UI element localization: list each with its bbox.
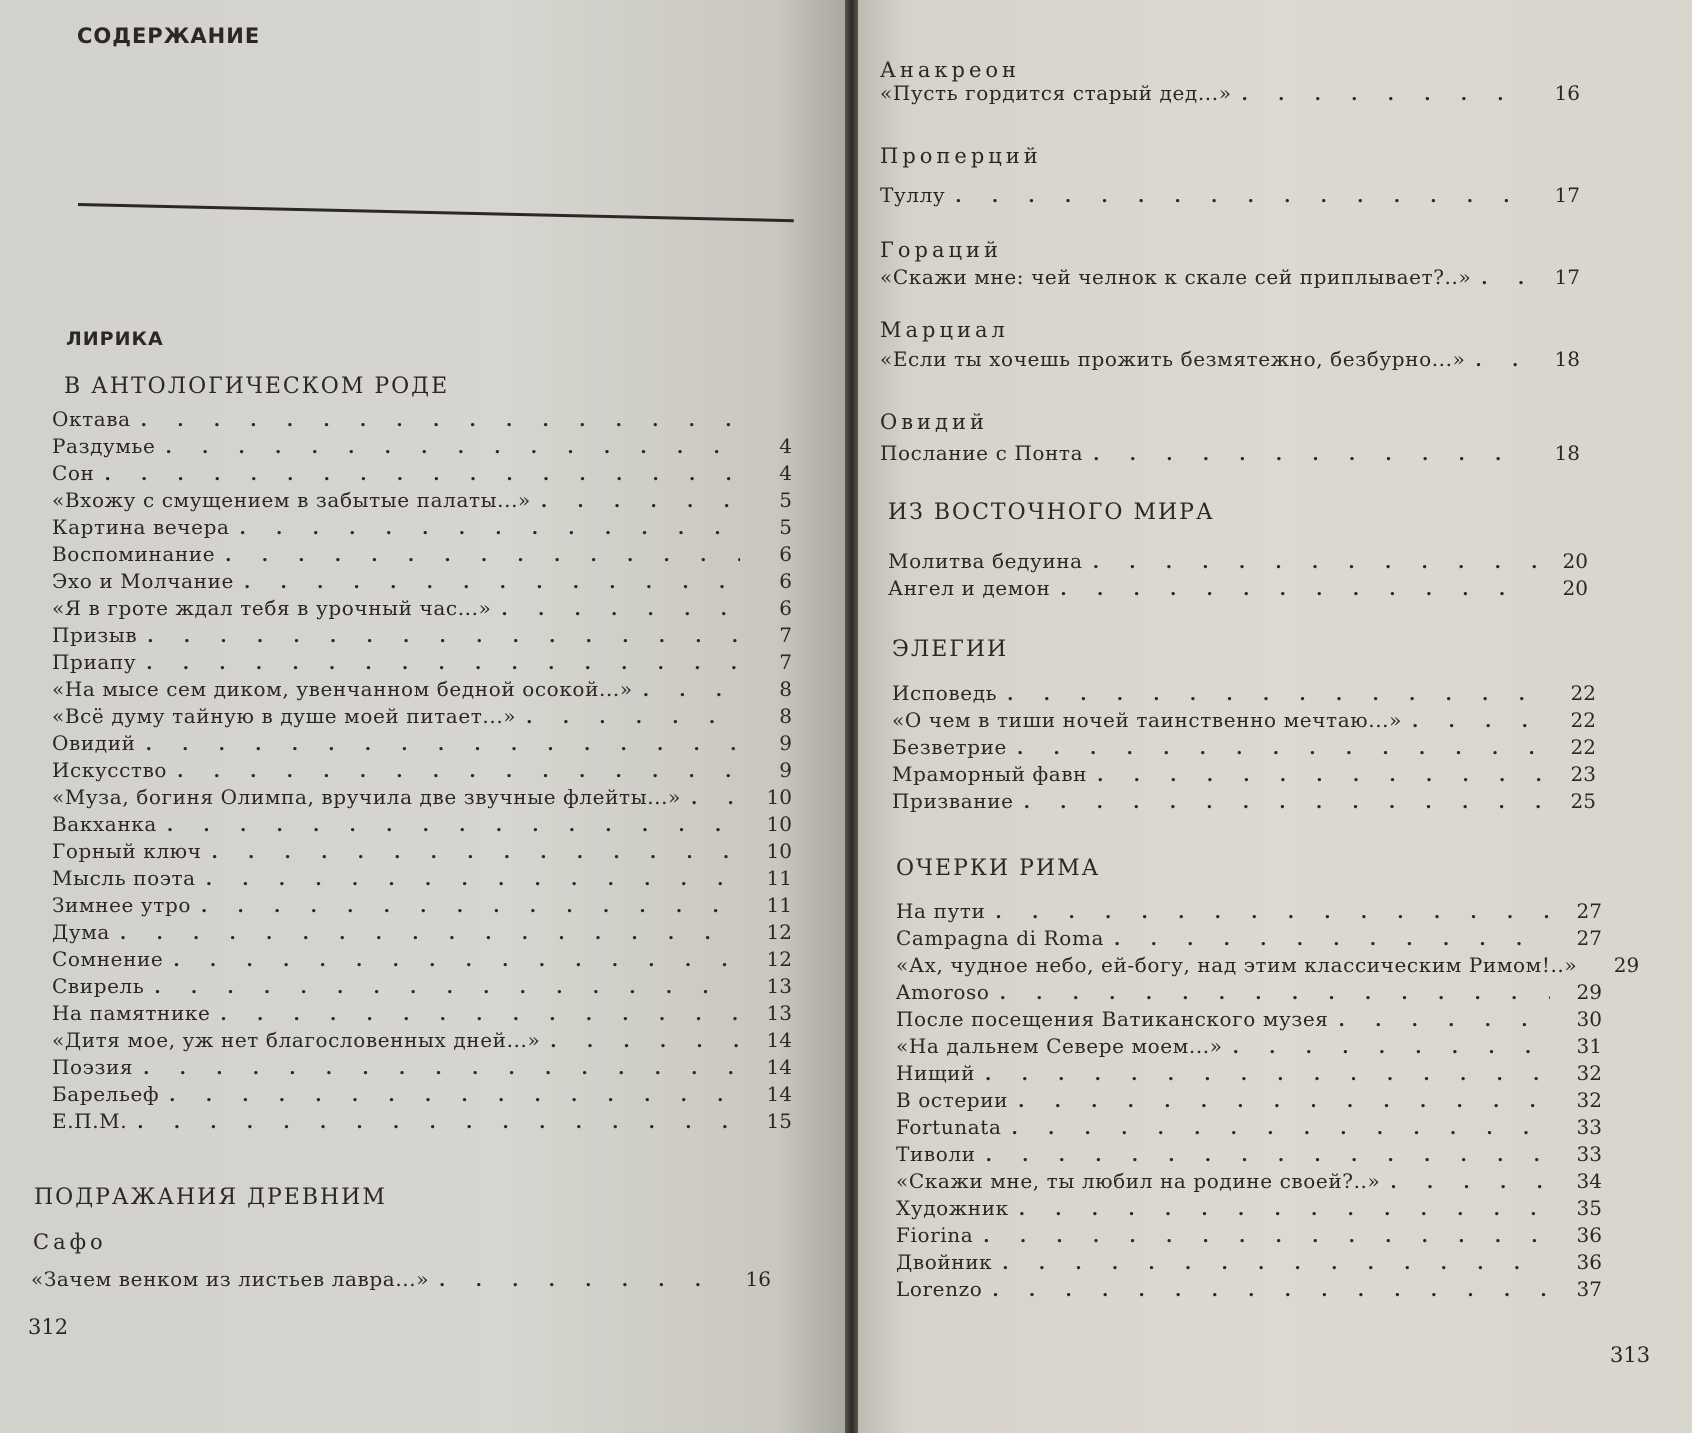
toc-entry-page: 32 <box>1576 1061 1602 1085</box>
dot-leader <box>146 650 740 677</box>
toc-entry <box>52 1108 792 1135</box>
dot-leader <box>992 1277 1550 1304</box>
toc-entry-page: 27 <box>1576 926 1602 950</box>
toc-entry-title: Вакханка <box>52 812 157 836</box>
toc-entry-title: «Вхожу с смущением в забытые палаты...» <box>52 488 531 512</box>
toc-entry-title: Горный ключ <box>52 839 202 863</box>
toc-entry-title: Свирель <box>52 974 145 998</box>
dot-leader <box>141 407 740 434</box>
toc-entry <box>896 1141 1602 1168</box>
toc-entry-page: 20 <box>1562 576 1588 600</box>
toc-entry-page: 9 <box>779 731 792 755</box>
dot-leader <box>143 1055 740 1082</box>
toc-entry-title: Послание с Понта <box>880 441 1084 465</box>
toc-entry <box>52 1054 792 1081</box>
toc-entry <box>896 1195 1602 1222</box>
toc-entry <box>52 514 792 541</box>
toc-entry-page: 15 <box>766 1109 792 1133</box>
toc-entry <box>892 788 1596 815</box>
toc-entry-page: 7 <box>779 650 792 674</box>
toc-entry-page: 6 <box>779 569 792 593</box>
toc-entry-page: 35 <box>1576 1196 1602 1220</box>
toc-entry-page: 36 <box>1576 1250 1602 1274</box>
toc-entry <box>52 676 792 703</box>
toc-entry <box>52 1000 792 1027</box>
dot-leader <box>177 758 740 785</box>
toc-entry <box>52 946 792 973</box>
toc-list <box>892 680 1596 815</box>
book-gutter <box>845 0 858 1433</box>
dot-leader <box>1018 1088 1550 1115</box>
toc-entry <box>52 703 792 730</box>
toc-entry-title: «Всё думу тайную в душе моей питает...» <box>52 704 517 728</box>
toc-entry-page: 36 <box>1576 1223 1602 1247</box>
toc-entry-title: На памятнике <box>52 1001 211 1025</box>
dot-leader <box>983 1223 1550 1250</box>
group-heading: ОЧЕРКИ РИМА <box>896 856 1101 881</box>
dot-leader <box>104 461 740 488</box>
dot-leader <box>120 920 740 947</box>
toc-entry-title: Сон <box>52 461 95 485</box>
toc-entry <box>892 680 1596 707</box>
toc-entry <box>52 1027 792 1054</box>
author-name: Овидий <box>880 410 988 434</box>
toc-entry-page: 4 <box>779 434 792 458</box>
toc-entry-title: В остерии <box>896 1088 1009 1112</box>
dot-leader <box>1242 81 1528 108</box>
author-name: Сафо <box>33 1230 107 1254</box>
toc-list <box>880 264 1580 291</box>
toc-entry-page: 33 <box>1576 1142 1602 1166</box>
left-page <box>0 0 845 1433</box>
toc-entry-page: 7 <box>779 623 792 647</box>
dot-leader <box>240 515 741 542</box>
toc-entry <box>896 979 1602 1006</box>
toc-entry-page: 32 <box>1576 1088 1602 1112</box>
toc-entry <box>896 1276 1602 1303</box>
toc-entry-title: Призыв <box>52 623 138 647</box>
toc-entry-title: Октава <box>52 407 131 431</box>
toc-entry <box>896 1114 1602 1141</box>
toc-entry <box>896 925 1602 952</box>
toc-entry-title: Овидий <box>52 731 136 755</box>
toc-entry-title: Lorenzo <box>896 1277 983 1301</box>
toc-entry <box>880 182 1580 209</box>
toc-entry <box>52 487 792 514</box>
toc-entry-page: 12 <box>766 947 792 971</box>
toc-entry <box>52 730 792 757</box>
toc-entry-title: «Если ты хочешь прожить безмятежно, безбурно...» <box>880 347 1466 371</box>
toc-entry-page: 37 <box>1576 1277 1602 1301</box>
author-name: Гораций <box>880 238 1003 262</box>
toc-entry-page: 29 <box>1613 953 1640 977</box>
toc-entry-page: 22 <box>1570 735 1596 759</box>
toc-entry-title: Исповедь <box>892 681 998 705</box>
right-page <box>858 0 1692 1433</box>
toc-entry-page: 14 <box>766 1055 792 1079</box>
toc-entry <box>880 80 1580 107</box>
dot-leader <box>1007 681 1544 708</box>
toc-entry-page: 16 <box>1554 81 1580 105</box>
toc-entry-page: 18 <box>1554 441 1580 465</box>
dot-leader <box>1000 980 1550 1007</box>
dot-leader <box>691 785 740 812</box>
toc-list <box>31 1266 771 1293</box>
toc-entry <box>896 952 1640 979</box>
toc-entry-page: 11 <box>766 866 792 890</box>
toc-entry-title: Fiorina <box>896 1223 974 1247</box>
toc-entry-page: 13 <box>766 1001 792 1025</box>
toc-entry <box>892 734 1596 761</box>
toc-entry <box>52 784 792 811</box>
toc-entry <box>896 898 1602 925</box>
toc-entry-title: Туллу <box>880 183 946 207</box>
toc-entry-title: Campagna di Roma <box>896 926 1105 950</box>
header-rule <box>78 203 794 222</box>
toc-entry-page: 4 <box>779 461 792 485</box>
toc-entry <box>52 433 792 460</box>
toc-entry <box>31 1266 771 1293</box>
dot-leader <box>1475 347 1528 374</box>
toc-entry-title: «Дитя мое, уж нет благословенных дней...» <box>52 1028 541 1052</box>
toc-entry-title: Барельеф <box>52 1082 160 1106</box>
toc-entry-title: Зимнее утро <box>52 893 191 917</box>
toc-entry-title: «О чем в тиши ночей таинственно мечтаю...» <box>892 708 1402 732</box>
toc-entry-page: 31 <box>1576 1034 1602 1058</box>
dot-leader <box>1412 708 1544 735</box>
toc-entry <box>52 838 792 865</box>
dot-leader <box>220 1001 740 1028</box>
dot-leader <box>550 1028 740 1055</box>
dot-leader <box>1097 762 1544 789</box>
section-heading: ЛИРИКА <box>66 328 164 350</box>
toc-entry-page: 17 <box>1554 265 1580 289</box>
toc-entry-page: 23 <box>1570 762 1596 786</box>
toc-entry-title: «На дальнем Севере моем...» <box>896 1034 1223 1058</box>
toc-entry-title: На пути <box>896 899 986 923</box>
toc-entry <box>880 440 1580 467</box>
toc-list <box>880 346 1580 373</box>
toc-entry-page: 27 <box>1576 899 1602 923</box>
dot-leader <box>173 947 740 974</box>
toc-entry <box>52 622 792 649</box>
dot-leader <box>1011 1115 1550 1142</box>
toc-entry-page: 6 <box>779 542 792 566</box>
toc-entry <box>52 649 792 676</box>
author-name: Анакреон <box>880 58 1021 82</box>
toc-entry <box>896 1249 1602 1276</box>
group-heading: ЭЛЕГИИ <box>892 637 1009 662</box>
toc-entry-title: Художник <box>896 1196 1009 1220</box>
dot-leader <box>955 183 1528 210</box>
toc-entry <box>52 1081 792 1108</box>
toc-entry-title: Е.П.М. <box>52 1109 128 1133</box>
toc-entry <box>896 1168 1602 1195</box>
toc-entry-page: 8 <box>779 704 792 728</box>
toc-entry-page: 12 <box>766 920 792 944</box>
toc-entry <box>896 1006 1602 1033</box>
dot-leader <box>206 866 740 893</box>
toc-entry-page: 34 <box>1576 1169 1602 1193</box>
group-heading: ИЗ ВОСТОЧНОГО МИРА <box>888 500 1215 525</box>
toc-entry-page: 30 <box>1576 1007 1602 1031</box>
toc-entry-page: 16 <box>745 1267 771 1291</box>
toc-entry-page: 5 <box>779 488 792 512</box>
dot-leader <box>1390 1169 1550 1196</box>
toc-entry <box>896 1060 1602 1087</box>
toc-entry-title: Двойник <box>896 1250 993 1274</box>
dot-leader <box>995 899 1550 926</box>
toc-entry-page: 18 <box>1554 347 1580 371</box>
toc-entry-page: 10 <box>766 812 792 836</box>
toc-entry-page: 17 <box>1554 183 1580 207</box>
dot-leader <box>167 812 740 839</box>
toc-entry-page: 10 <box>766 785 792 809</box>
toc-entry-page: 20 <box>1562 549 1588 573</box>
toc-entry-title: «Муза, богиня Олимпа, вручила две звучные флейты...» <box>52 785 681 809</box>
toc-entry-title: Картина вечера <box>52 515 230 539</box>
toc-entry <box>896 1033 1602 1060</box>
toc-entry <box>52 568 792 595</box>
dot-leader <box>147 623 740 650</box>
toc-entry-page: 14 <box>766 1028 792 1052</box>
dot-leader <box>201 893 740 920</box>
toc-entry <box>888 548 1588 575</box>
toc-entry-page: 22 <box>1570 708 1596 732</box>
toc-entry <box>52 811 792 838</box>
toc-entry <box>888 575 1588 602</box>
dot-leader <box>501 596 740 623</box>
dot-leader <box>137 1109 740 1136</box>
toc-entry <box>52 973 792 1000</box>
toc-entry-page: 6 <box>779 596 792 620</box>
toc-entry <box>52 757 792 784</box>
toc-entry-title: Безветрие <box>892 735 1007 759</box>
toc-entry <box>52 595 792 622</box>
toc-entry <box>52 865 792 892</box>
dot-leader <box>1019 1196 1550 1223</box>
toc-entry <box>896 1087 1602 1114</box>
toc-entry <box>892 707 1596 734</box>
dot-leader <box>1024 789 1544 816</box>
toc-entry <box>52 919 792 946</box>
toc-entry-page: 10 <box>766 839 792 863</box>
toc-entry-title: Приапу <box>52 650 137 674</box>
author-name: Проперций <box>880 144 1042 168</box>
dot-leader <box>1114 926 1550 953</box>
toc-entry-title: Призвание <box>892 789 1014 813</box>
toc-entry-title: Мысль поэта <box>52 866 196 890</box>
toc-entry-title: Amoroso <box>896 980 990 1004</box>
toc-entry <box>52 460 792 487</box>
toc-entry-title: «Я в гроте ждал тебя в урочный час...» <box>52 596 492 620</box>
author-name: Марциал <box>880 318 1009 342</box>
toc-entry-title: Мраморный фавн <box>892 762 1088 786</box>
toc-entry-title: «На мысе сем диком, увенчанном бедной осокой...» <box>52 677 633 701</box>
toc-entry-title: Тиволи <box>896 1142 976 1166</box>
toc-list <box>880 440 1580 467</box>
toc-entry <box>880 346 1580 373</box>
dot-leader <box>225 542 740 569</box>
toc-entry <box>896 1222 1602 1249</box>
toc-list <box>880 80 1580 107</box>
toc-entry-title: Дума <box>52 920 110 944</box>
toc-entry-page: 9 <box>779 758 792 782</box>
toc-entry-title: «Пусть гордится старый дед...» <box>880 81 1232 105</box>
toc-entry-page: 5 <box>779 515 792 539</box>
dot-leader <box>1060 576 1536 603</box>
toc-entry-title: Поэзия <box>52 1055 134 1079</box>
toc-entry-page: 13 <box>766 974 792 998</box>
toc-entry-title: Fortunata <box>896 1115 1002 1139</box>
dot-leader <box>1093 441 1528 468</box>
dot-leader <box>1481 265 1528 292</box>
dot-leader <box>1233 1034 1550 1061</box>
dot-leader <box>154 974 740 1001</box>
toc-entry-title: Нищий <box>896 1061 976 1085</box>
toc-entry <box>52 892 792 919</box>
toc-entry-page: 25 <box>1570 789 1596 813</box>
page-number: 312 <box>28 1315 69 1339</box>
toc-list <box>888 548 1588 602</box>
toc-list <box>880 182 1580 209</box>
toc-list <box>52 406 792 1135</box>
toc-entry <box>52 406 792 433</box>
toc-entry-page: 33 <box>1576 1115 1602 1139</box>
toc-entry-title: Сомнение <box>52 947 164 971</box>
toc-entry-title: Воспоминание <box>52 542 216 566</box>
dot-leader <box>244 569 740 596</box>
group-heading: ПОДРАЖАНИЯ ДРЕВНИМ <box>34 1185 387 1210</box>
toc-entry-page: 14 <box>766 1082 792 1106</box>
dot-leader <box>211 839 740 866</box>
dot-leader <box>169 1082 740 1109</box>
toc-entry-page: 22 <box>1570 681 1596 705</box>
toc-entry-page: 8 <box>779 677 792 701</box>
toc-entry-title: Эхо и Молчание <box>52 569 234 593</box>
dot-leader <box>986 1142 1550 1169</box>
toc-entry-title: «Скажи мне: чей челнок к скале сей приплывает?..» <box>880 265 1472 289</box>
toc-entry-title: Раздумье <box>52 434 156 458</box>
dot-leader <box>146 731 740 758</box>
running-head: СОДЕРЖАНИЕ <box>77 24 261 48</box>
toc-entry-title: «Скажи мне, ты любил на родине своей?..» <box>896 1169 1381 1193</box>
dot-leader <box>1017 735 1544 762</box>
dot-leader <box>439 1267 719 1294</box>
dot-leader <box>541 488 740 515</box>
dot-leader <box>1002 1250 1550 1277</box>
dot-leader <box>1093 549 1536 576</box>
toc-entry <box>880 264 1580 291</box>
page-number: 313 <box>1610 1343 1651 1367</box>
dot-leader <box>165 434 740 461</box>
toc-entry-page: 29 <box>1576 980 1602 1004</box>
toc-entry-title: Молитва бедуина <box>888 549 1083 573</box>
toc-entry-title: Ангел и демон <box>888 576 1051 600</box>
dot-leader <box>643 677 740 704</box>
toc-list <box>896 898 1640 1303</box>
dot-leader <box>526 704 740 731</box>
toc-entry-page: 11 <box>766 893 792 917</box>
dot-leader <box>985 1061 1550 1088</box>
toc-entry-title: После посещения Ватиканского музея <box>896 1007 1329 1031</box>
toc-entry <box>52 541 792 568</box>
group-heading: В АНТОЛОГИЧЕСКОМ РОДЕ <box>64 374 450 399</box>
toc-entry <box>892 761 1596 788</box>
toc-entry-title: Искусство <box>52 758 168 782</box>
toc-entry-title: «Зачем венком из листьев лавра...» <box>31 1267 430 1291</box>
toc-entry-title: «Ах, чудное небо, ей-богу, над этим классическим Римом!..» <box>896 953 1578 977</box>
dot-leader <box>1339 1007 1550 1034</box>
